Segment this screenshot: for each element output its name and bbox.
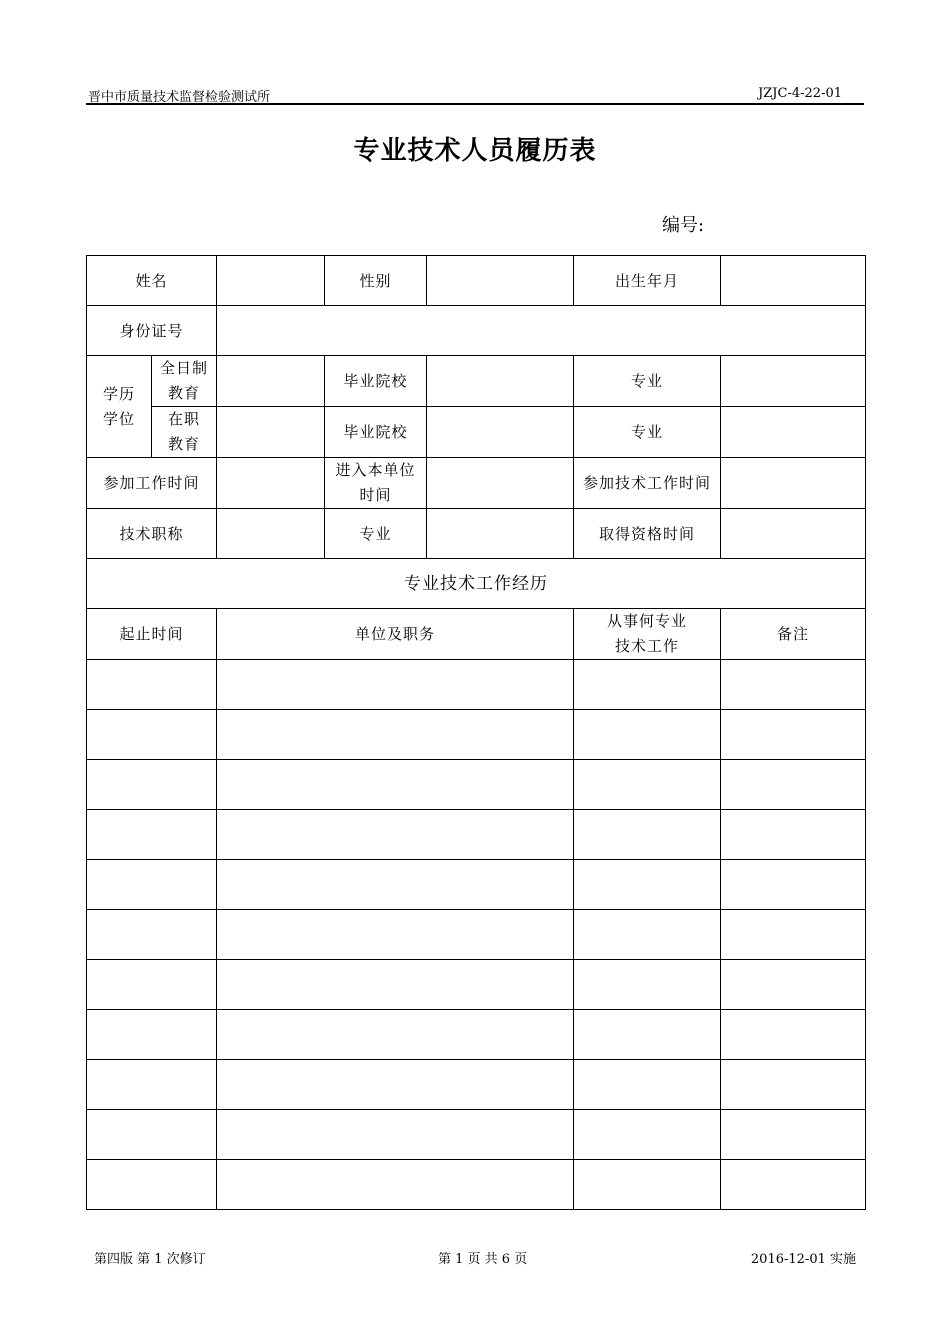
education-degree-label [87,356,152,458]
work-history-row [87,960,866,1010]
history-period-cell[interactable] [87,660,217,710]
history-tech-work-cell[interactable] [574,1160,721,1210]
name-label: 姓名 [87,256,217,306]
page-title: 专业技术人员履历表 [353,136,597,166]
row-section-title [87,559,866,609]
fulltime-label-line1: 全日制 [160,359,209,377]
work-history-rows [87,660,866,1210]
row-history-header [87,609,866,660]
gender-label: 性别 [325,256,427,306]
work-history-row [87,710,866,760]
history-remark-cell[interactable] [721,1160,866,1210]
id-number-label: 身份证号 [87,306,217,356]
fulltime-education-field[interactable] [217,356,325,407]
unit-position-column-header: 单位及职务 [217,609,574,660]
history-tech-work-cell[interactable] [574,1110,721,1160]
inservice-major-field[interactable] [721,407,866,458]
history-remark-cell[interactable] [721,1060,866,1110]
inservice-school-field[interactable] [427,407,574,458]
history-tech-work-cell[interactable] [574,660,721,710]
join-unit-label [325,458,427,509]
gender-field[interactable] [427,256,574,306]
history-period-cell[interactable] [87,710,217,760]
history-period-cell[interactable] [87,960,217,1010]
row-tech-title [87,509,866,559]
work-start-label: 参加工作时间 [87,458,217,509]
history-unit-cell[interactable] [217,1060,574,1110]
history-unit-cell[interactable] [217,910,574,960]
fulltime-label-line2: 教育 [168,384,201,402]
work-history-row [87,1010,866,1060]
work-history-row [87,1060,866,1110]
birth-label: 出生年月 [574,256,721,306]
footer-edition: 第四版 第 1 次修订 [94,1252,206,1267]
birth-field[interactable] [721,256,866,306]
history-tech-work-cell[interactable] [574,910,721,960]
history-unit-cell[interactable] [217,1110,574,1160]
inservice-major-label: 专业 [574,407,721,458]
history-unit-cell[interactable] [217,960,574,1010]
tech-work-column-header [574,609,721,660]
tech-work-start-field[interactable] [721,458,866,509]
fulltime-education-label [152,356,217,407]
history-unit-cell[interactable] [217,760,574,810]
history-tech-work-cell[interactable] [574,860,721,910]
history-unit-cell[interactable] [217,1010,574,1060]
history-remark-cell[interactable] [721,810,866,860]
row-fulltime-education [87,356,866,407]
join-unit-label-line1: 进入本单位 [335,461,416,479]
period-column-header: 起止时间 [87,609,217,660]
header-doc-code: JZJC-4-22-01 [758,86,842,101]
tech-work-header-line2: 技术工作 [615,637,680,655]
history-tech-work-cell[interactable] [574,810,721,860]
header-divider [86,103,864,105]
tech-major-field[interactable] [427,509,574,559]
fulltime-major-label: 专业 [574,356,721,407]
history-remark-cell[interactable] [721,710,866,760]
row-id-number [87,306,866,356]
history-tech-work-cell[interactable] [574,710,721,760]
work-history-section-title: 专业技术工作经历 [87,559,866,609]
history-remark-cell[interactable] [721,860,866,910]
fulltime-major-field[interactable] [721,356,866,407]
tech-major-label: 专业 [325,509,427,559]
work-start-field[interactable] [217,458,325,509]
footer-effective-date: 2016-12-01 实施 [750,1252,856,1267]
history-tech-work-cell[interactable] [574,760,721,810]
work-history-row [87,1110,866,1160]
history-remark-cell[interactable] [721,960,866,1010]
resume-form-table [86,255,866,1210]
history-unit-cell[interactable] [217,810,574,860]
fulltime-school-field[interactable] [427,356,574,407]
inservice-label-line2: 教育 [168,435,201,453]
history-tech-work-cell[interactable] [574,960,721,1010]
doc-number-label: 编号: [662,215,705,236]
history-remark-cell[interactable] [721,1010,866,1060]
history-period-cell[interactable] [87,1060,217,1110]
history-period-cell[interactable] [87,1160,217,1210]
tech-title-label: 技术职称 [87,509,217,559]
qualification-time-field[interactable] [721,509,866,559]
history-period-cell[interactable] [87,810,217,860]
history-period-cell[interactable] [87,860,217,910]
inservice-education-label [152,407,217,458]
history-period-cell[interactable] [87,910,217,960]
join-unit-field[interactable] [427,458,574,509]
work-history-row [87,660,866,710]
join-unit-label-line2: 时间 [359,486,392,504]
footer-page-number: 第 1 页 共 6 页 [438,1252,528,1267]
history-unit-cell[interactable] [217,860,574,910]
id-number-field[interactable] [217,306,866,356]
history-remark-cell[interactable] [721,660,866,710]
remark-column-header: 备注 [721,609,866,660]
work-history-row [87,860,866,910]
history-tech-work-cell[interactable] [574,1010,721,1060]
fulltime-school-label: 毕业院校 [325,356,427,407]
work-history-row [87,810,866,860]
history-tech-work-cell[interactable] [574,1060,721,1110]
tech-title-field[interactable] [217,509,325,559]
work-history-row [87,910,866,960]
row-basic-info [87,256,866,306]
history-remark-cell[interactable] [721,910,866,960]
row-work-dates [87,458,866,509]
header-organization: 晋中市质量技术监督检验测试所 [88,90,271,105]
inservice-education-field[interactable] [217,407,325,458]
history-period-cell[interactable] [87,1010,217,1060]
inservice-school-label: 毕业院校 [325,407,427,458]
education-label: 学历 [102,384,135,403]
history-period-cell[interactable] [87,760,217,810]
history-remark-cell[interactable] [721,760,866,810]
history-period-cell[interactable] [87,1110,217,1160]
work-history-row [87,760,866,810]
history-unit-cell[interactable] [217,710,574,760]
history-unit-cell[interactable] [217,660,574,710]
work-history-row [87,1160,866,1210]
qualification-time-label: 取得资格时间 [574,509,721,559]
inservice-label-line1: 在职 [168,410,201,428]
tech-work-start-label: 参加技术工作时间 [574,458,721,509]
name-field[interactable] [217,256,325,306]
tech-work-header-line1: 从事何专业 [607,612,688,630]
degree-label: 学位 [102,409,135,428]
history-unit-cell[interactable] [217,1160,574,1210]
history-remark-cell[interactable] [721,1110,866,1160]
row-inservice-education [87,407,866,458]
